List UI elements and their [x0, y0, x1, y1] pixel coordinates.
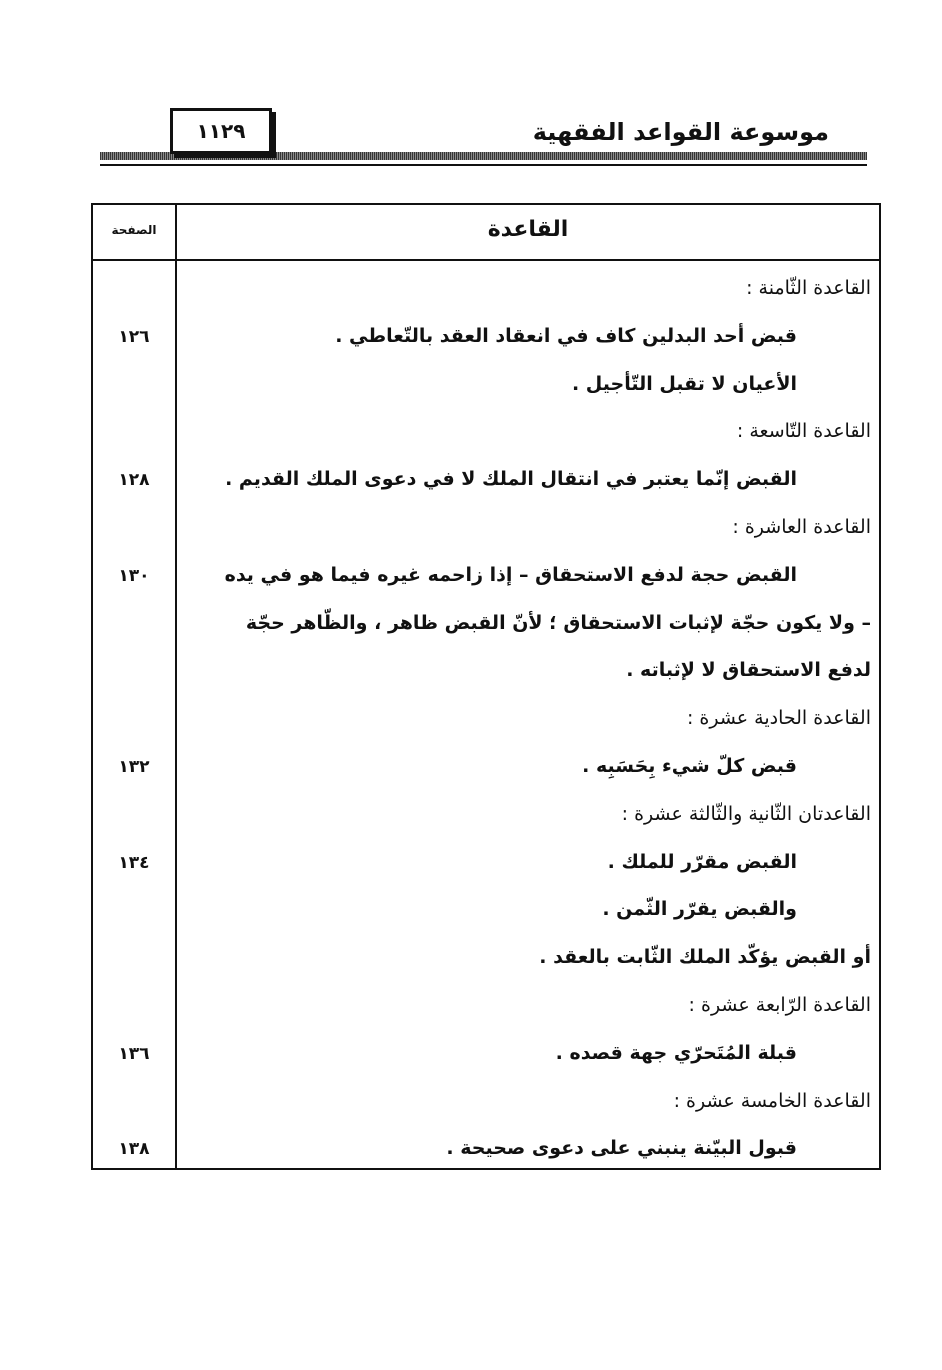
rule-text: والقبض يقرّر الثّمن . [602, 898, 797, 921]
header-divider [93, 259, 879, 261]
table-row [93, 1082, 879, 1130]
table-row [93, 269, 879, 317]
rule-text: قبلة المُتَحرّي جهة قصده . [555, 1041, 797, 1064]
rule-heading: القاعدة الرّابعة عشرة : [688, 994, 871, 1016]
table-row [93, 365, 879, 413]
rule-text: قبض كلّ شيء بِحَسَبِه . [582, 755, 797, 777]
rule-heading: القاعدة الثّامنة : [746, 277, 871, 299]
table-row [93, 604, 879, 652]
column-header-rule: القاعدة [487, 217, 569, 242]
table-row [93, 1034, 879, 1082]
page-header [100, 108, 867, 170]
table-row [93, 508, 879, 556]
book-title: موسوعة القواعد الفقهية [532, 118, 829, 146]
header-rule-thin [100, 164, 867, 166]
table-row [93, 699, 879, 747]
column-header-page: الصفحة [111, 223, 157, 237]
rule-text: قبض أحد البدلين كاف في انعقاد العقد بالتّعاطي . [335, 324, 797, 347]
page-ref: ١٣٤ [118, 852, 150, 873]
rule-text: القبض حجة لدفع الاستحقاق – إذا زاحمه غيره فيما هو في يده [224, 563, 797, 586]
table-row [93, 317, 879, 365]
rule-text: لدفع الاستحقاق لا لإثباته . [626, 659, 871, 682]
index-table [91, 203, 881, 1170]
rule-text: قبول البيّنة ينبني على دعوى صحيحة . [446, 1137, 797, 1160]
rule-text: القبض مقرّر للملك . [607, 850, 797, 873]
rule-text: – ولا يكون حجّة لإثبات الاستحقاق ؛ لأنّ القبض ظاهر ، والظّاهر حجّة [245, 611, 871, 634]
table-row [93, 556, 879, 604]
rule-heading: القاعدة العاشرة : [732, 516, 871, 538]
table-row [93, 843, 879, 891]
page-ref: ١٣٨ [118, 1139, 150, 1160]
page-ref: ١٢٦ [118, 326, 150, 347]
table-row [93, 460, 879, 508]
page-number: ١١٢٩ [170, 108, 272, 154]
table-row [93, 986, 879, 1034]
rule-heading: القاعدة الخامسة عشرة : [673, 1089, 871, 1112]
table-row [93, 747, 879, 795]
table-row [93, 938, 879, 986]
rule-heading: القاعدتان الثّانية والثّالثة عشرة : [621, 802, 871, 825]
rule-text: أو القبض يؤكّد الملك الثّابت بالعقد . [539, 946, 871, 969]
table-row [93, 412, 879, 460]
rule-text: القبض إنّما يعتبر في انتقال الملك لا في دعوى الملك القديم . [225, 468, 797, 491]
page-ref: ١٣٢ [118, 757, 150, 777]
rule-heading: القاعدة التّاسعة : [736, 420, 871, 443]
table-row [93, 795, 879, 843]
rule-text: الأعيان لا تقبل التّأجيل . [571, 372, 797, 395]
page-ref: ١٣٠ [118, 565, 150, 586]
table-row [93, 1129, 879, 1177]
page-ref: ١٣٦ [118, 1043, 150, 1064]
page-ref: ١٢٨ [118, 470, 150, 491]
table-row [93, 890, 879, 938]
table-row [93, 651, 879, 699]
rule-heading: القاعدة الحادية عشرة : [686, 707, 871, 730]
